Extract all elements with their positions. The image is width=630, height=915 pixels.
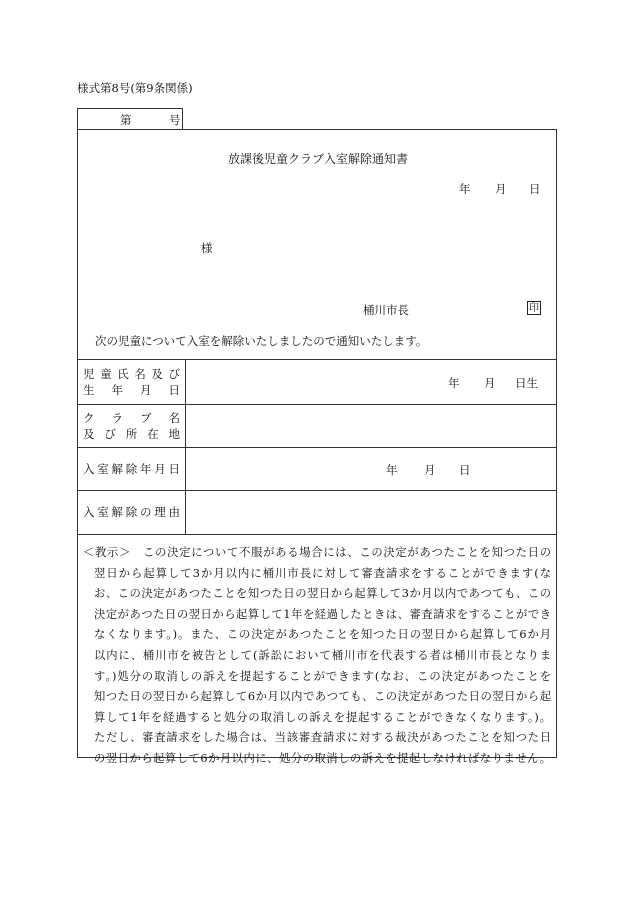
row-divider <box>78 404 556 405</box>
notice-line: お、この決定があつたことを知つた日の翌日から起算して3か月以内であつても、この <box>94 587 551 601</box>
row-divider <box>78 447 556 448</box>
child-birth-year: 年 <box>448 376 460 390</box>
notice-form-frame <box>77 129 557 765</box>
notice-line: 翌日から起算して3か月以内に桶川市長に対して審査請求をすることができます(な <box>94 566 551 580</box>
notice-line: す。)処分の取消しの訴えを提起することができます(なお、この決定があつたことを <box>94 669 551 683</box>
column-divider <box>185 359 186 534</box>
date-month: 月 <box>495 182 507 196</box>
addressee-suffix: 様 <box>201 241 213 255</box>
document-number-box <box>77 108 183 129</box>
appeal-instruction <box>83 543 551 770</box>
notice-line: の翌日から起算して6か月以内に、処分の取消しの訴えを提起しなければなりません。 <box>94 751 551 765</box>
release-month: 月 <box>424 463 436 477</box>
notice-line: 知つた日の翌日から起算して6か月以内であつても、この決定があつた日の翌日から起 <box>94 690 551 704</box>
notice-line: なくなります。)。また、この決定があつたことを知つた日の翌日から起算して6か月 <box>94 628 551 642</box>
row-divider <box>78 534 556 535</box>
intro-text: 次の児童について入室を解除いたしましたので通知いたします。 <box>95 334 428 348</box>
club-name-location-label: クラブ名 及び所在地 <box>83 411 180 441</box>
notice-line: ただし、審査請求をした場合は、当該審査請求に対する裁決があつたことを知つた日 <box>94 731 551 745</box>
seal-mark: 印 <box>529 303 539 314</box>
notice-line: 以内に、桶川市を被告として(訴訟において桶川市を代表する者は桶川市長となりま <box>94 648 551 662</box>
release-year: 年 <box>386 463 398 477</box>
notice-line: ＜教示＞ この決定について不服がある場合には、この決定があつたことを知つた日の <box>83 546 551 559</box>
number-go: 号 <box>169 113 181 127</box>
child-birth-day: 日生 <box>515 376 538 390</box>
release-day: 日 <box>459 463 471 477</box>
row-divider <box>78 359 556 360</box>
date-day: 日 <box>529 182 541 196</box>
notice-line: 決定があつた日の翌日から起算して1年を経過したときは、審査請求をすることができ <box>94 607 551 621</box>
date-year: 年 <box>459 182 471 196</box>
issuer-name: 桶川市長 <box>363 303 409 317</box>
child-birth-month: 月 <box>484 376 496 390</box>
release-date-label: 入室解除年月日 <box>83 462 180 476</box>
release-reason-label: 入室解除の理由 <box>83 505 180 519</box>
child-name-birth-label: 児童氏名及び 生 年 月 日 <box>83 367 180 397</box>
number-dai: 第 <box>120 113 132 127</box>
row-divider <box>78 490 556 491</box>
form-number-label: 様式第8号(第9条関係) <box>77 81 193 95</box>
document-title: 放課後児童クラブ入室解除通知書 <box>228 152 409 166</box>
notice-line: 算して1年を経過すると処分の取消しの訴えを提起することができなくなります。)。 <box>94 710 551 724</box>
